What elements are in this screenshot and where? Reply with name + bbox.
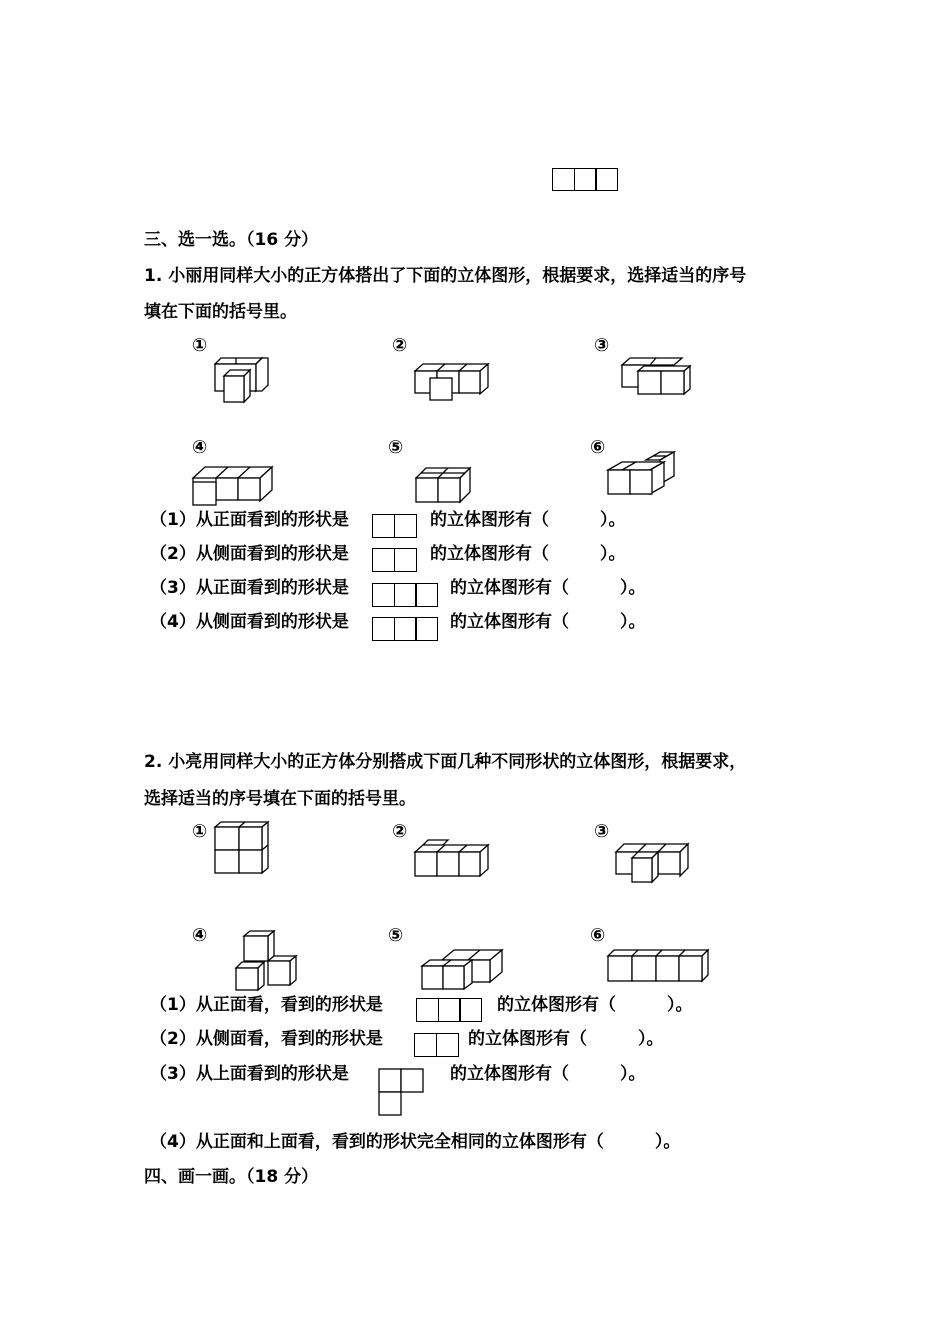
q2-item-4-text[interactable]: （4）从正面和上面看，看到的形状完全相同的立体图形有（ ）。 (150, 1132, 681, 1152)
q2-item-2-shape (414, 1033, 459, 1057)
q1-item-4-shape (372, 617, 438, 641)
q2-figure-2 (414, 838, 494, 880)
q1-label-2: ② (392, 335, 408, 356)
q1-item-2-shape (372, 548, 417, 572)
q2-label-1: ① (192, 821, 208, 842)
q2-text-line2: 选择适当的序号填在下面的括号里。 (144, 789, 416, 809)
q1-text-line1: 1. 小丽用同样大小的正方体搭出了下面的立体图形，根据要求，选择适当的序号 (144, 266, 747, 286)
q2-item-1-text: （1）从正面看，看到的形状是 (150, 995, 383, 1015)
q2-item-1-shape (416, 998, 482, 1022)
q2-figure-5 (420, 948, 506, 990)
q1-label-4: ④ (192, 437, 208, 458)
q1-item-1-text: （1）从正面看到的形状是 (150, 510, 349, 530)
q2-label-5: ⑤ (388, 925, 404, 946)
q1-label-5: ⑤ (388, 437, 404, 458)
section3-title: 三、选一选。（16 分） (144, 230, 319, 250)
q1-item-3-text: （3）从正面看到的形状是 (150, 578, 349, 598)
q1-label-3: ③ (594, 335, 610, 356)
q2-item-3-text: （3）从上面看到的形状是 (150, 1064, 349, 1084)
q2-label-6: ⑥ (590, 925, 606, 946)
q1-label-6: ⑥ (590, 437, 606, 458)
q1-text-line2: 填在下面的括号里。 (144, 302, 297, 322)
q1-figure-5 (414, 464, 476, 504)
q1-figure-6 (606, 450, 680, 498)
q2-figure-6 (606, 948, 710, 984)
q1-item-2-text: （2）从侧面看到的形状是 (150, 544, 349, 564)
q1-item-4-text: （4）从侧面看到的形状是 (150, 612, 349, 632)
q2-label-3: ③ (594, 821, 610, 842)
q2-item-3-answer[interactable]: 的立体图形有（ ）。 (450, 1064, 646, 1084)
q2-figure-1 (214, 820, 272, 876)
q2-item-2-text: （2）从侧面看，看到的形状是 (150, 1029, 383, 1049)
q2-figure-3 (614, 840, 694, 884)
q2-item-1-answer[interactable]: 的立体图形有（ ）。 (497, 995, 693, 1015)
top-three-square-shape (552, 168, 618, 191)
q1-item-1-shape (372, 514, 417, 538)
q1-figure-2 (414, 362, 494, 402)
q1-item-4-answer[interactable]: 的立体图形有（ ）。 (450, 612, 646, 632)
q2-text-line1: 2. 小亮用同样大小的正方体分别搭成下面几种不同形状的立体图形，根据要求， (144, 752, 747, 772)
q1-item-1-answer[interactable]: 的立体图形有（ ）。 (430, 510, 626, 530)
q1-figure-4 (192, 464, 280, 506)
q1-item-3-answer[interactable]: 的立体图形有（ ）。 (450, 578, 646, 598)
q2-label-2: ② (392, 821, 408, 842)
q2-item-3-shape (378, 1068, 428, 1118)
q1-figure-1 (214, 356, 274, 404)
q2-figure-4 (234, 930, 298, 992)
q2-label-4: ④ (192, 925, 208, 946)
q1-figure-3 (620, 356, 700, 398)
q2-item-2-answer[interactable]: 的立体图形有（ ）。 (468, 1029, 664, 1049)
q1-label-1: ① (192, 335, 208, 356)
q1-item-2-answer[interactable]: 的立体图形有（ ）。 (430, 544, 626, 564)
section4-title: 四、画一画。（18 分） (144, 1167, 319, 1187)
q1-item-3-shape (372, 583, 438, 607)
